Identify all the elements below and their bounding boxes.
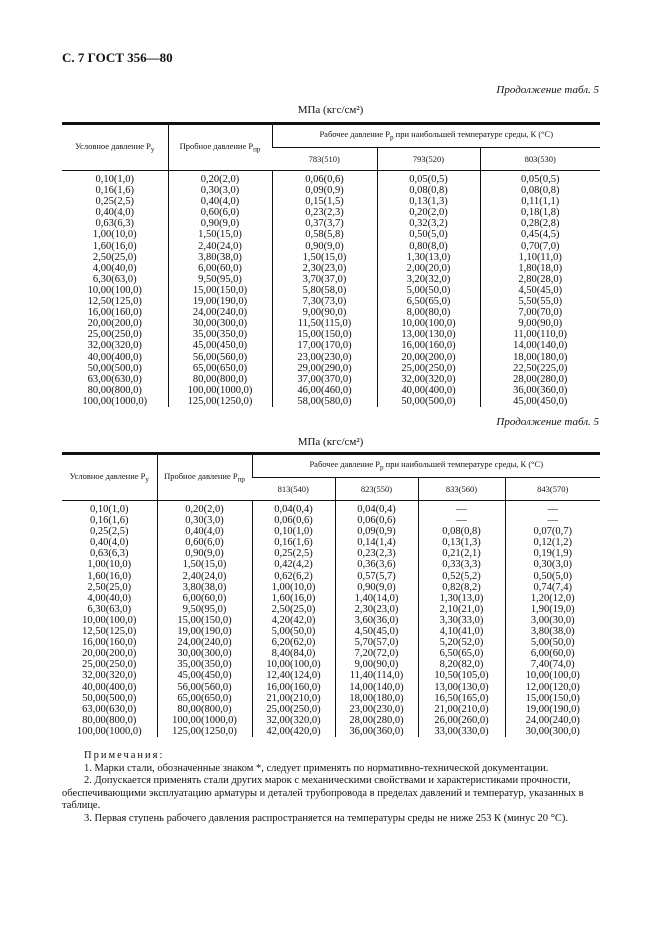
table-row: [62, 582, 600, 593]
table-row: [62, 715, 600, 726]
table-cell: 100,00(1000,0): [82, 395, 148, 407]
table-row: [62, 526, 600, 537]
table-cell: 100,00(1000,0): [168, 385, 272, 396]
table-cell: 50,00(500,0): [377, 396, 480, 407]
table-cell: 0,90(9,0): [168, 218, 272, 229]
table-cell: 56,00(560,0): [168, 352, 272, 363]
table-cell: 2,30(23,0): [335, 604, 418, 615]
table-cell: 1,90(19,0): [505, 604, 600, 615]
table-cell: 0,05(0,5): [377, 171, 480, 186]
table-cell: 0,09(0,9): [272, 185, 377, 196]
table-cell: 45,00(450,0): [168, 340, 272, 351]
table-row: [62, 537, 600, 548]
table-row: [62, 196, 600, 207]
table-cell: 9,00(90,0): [480, 318, 600, 329]
table-cell: 45,00(450,0): [157, 670, 252, 681]
table-row: [62, 274, 600, 285]
table-cell: 0,60(6,0): [157, 537, 252, 548]
table-cell: 2,40(24,0): [157, 571, 252, 582]
table-cell: 1,50(15,0): [272, 252, 377, 263]
table-cell: 0,04(0,4): [252, 501, 335, 516]
table-cell: 0,63(6,3): [90, 548, 129, 560]
table-cell: 1,00(10,0): [92, 229, 137, 241]
header-temp: 783(510): [272, 148, 377, 171]
table-cell: 28,00(280,0): [335, 715, 418, 726]
table-cell: 56,00(560,0): [157, 682, 252, 693]
header-test-pressure: Пробное давление $P_{пр}$: [157, 454, 252, 501]
table-cell: 0,60(6,0): [168, 207, 272, 218]
table-cell: 80,00(800,0): [87, 384, 142, 396]
table-cell: 0,40(4,0): [168, 196, 272, 207]
table-cell: 50,00(500,0): [82, 692, 137, 704]
table-cell: 6,00(60,0): [505, 648, 600, 659]
table-cell: 40,00(400,0): [377, 385, 480, 396]
table-cell: 0,06(0,6): [272, 171, 377, 186]
table-cell: 22,50(225,0): [480, 363, 600, 374]
table-cell: 5,80(58,0): [272, 285, 377, 296]
table-cell: 20,00(200,0): [82, 648, 137, 660]
note-item: 2. Допускается применять стали других марок с механическими свойствами и характеристиками прочности, обеспечивающими эксплуатацию арматуры и деталей трубопровода в пределах давлений и температур, указанных в таблице.: [62, 775, 584, 812]
table-cell: 0,15(1,5): [272, 196, 377, 207]
table-cell: 14,00(140,0): [335, 682, 418, 693]
table-cell: 80,00(800,0): [157, 704, 252, 715]
table-row: [62, 241, 600, 252]
table-cell: 12,50(125,0): [87, 296, 142, 308]
table-cell: 0,14(1,4): [335, 537, 418, 548]
table-cell: 80,00(800,0): [82, 714, 137, 726]
header-temp: 843(570): [505, 478, 600, 501]
table-cell: 80,00(800,0): [168, 374, 272, 385]
table-cell: 32,00(320,0): [87, 340, 142, 352]
table-row: [62, 185, 600, 196]
table-cell: 9,00(90,0): [335, 659, 418, 670]
table-cell: 0,90(9,0): [272, 241, 377, 252]
table-cell: 0,08(0,8): [480, 185, 600, 196]
table-cell: 36,00(360,0): [480, 385, 600, 396]
note-item: 1. Марки стали, обозначенные знаком *, следует применять по нормативно-технической документации.: [84, 762, 549, 774]
table-cell: 2,00(20,0): [377, 263, 480, 274]
table-cell: 3,80(38,0): [168, 252, 272, 263]
table-cell: 100,00(1000,0): [76, 725, 142, 737]
table-cell: 12,50(125,0): [82, 626, 137, 638]
table-cell: 26,00(260,0): [418, 715, 505, 726]
table-cell: 10,00(100,0): [87, 284, 142, 296]
table-cell: 0,50(5,0): [505, 571, 600, 582]
table-row: [62, 615, 600, 626]
table-cell: 0,37(3,7): [272, 218, 377, 229]
header-temp: 823(550): [335, 478, 418, 501]
table-cell: 16,00(160,0): [82, 637, 137, 649]
table-cell: 3,80(38,0): [505, 626, 600, 637]
table-cell: 6,30(63,0): [92, 273, 137, 285]
table-cell: 6,50(65,0): [418, 648, 505, 659]
table-cell: 0,32(3,2): [377, 218, 480, 229]
table-cell: 5,00(50,0): [505, 637, 600, 648]
header-temp: 803(530): [480, 148, 600, 171]
table-cell: 0,25(2,5): [95, 196, 134, 208]
table-continuation-label: Продолжение табл. 5: [496, 416, 599, 428]
table-cell: 0,12(1,2): [505, 537, 600, 548]
table-cell: 7,20(72,0): [335, 648, 418, 659]
table-cell: 10,00(100,0): [505, 670, 600, 681]
table-cell: 15,00(150,0): [168, 285, 272, 296]
table-cell: 1,40(14,0): [335, 593, 418, 604]
table-row: [62, 352, 600, 363]
table-row: [62, 396, 600, 407]
table-cell: 20,00(200,0): [87, 318, 142, 330]
header-conditional-pressure: Условное давление $P_у$: [62, 454, 157, 501]
table-cell: 0,19(1,9): [505, 548, 600, 559]
table-cell: 28,00(280,0): [480, 374, 600, 385]
table-cell: 42,00(420,0): [252, 726, 335, 737]
table-cell: 4,00(40,0): [87, 592, 132, 604]
table-cell: —: [418, 501, 505, 516]
table-cell: 1,60(16,0): [87, 570, 132, 582]
table-row: [62, 171, 600, 186]
table-cell: 2,50(25,0): [252, 604, 335, 615]
header-working-pressure: Рабочее давление $P_р$ при наибольшей температуре среды, К (°С): [272, 124, 600, 148]
table-cell: 16,00(160,0): [252, 682, 335, 693]
table-row: [62, 604, 600, 615]
table-cell: 1,50(15,0): [157, 559, 252, 570]
table-cell: 1,30(13,0): [418, 593, 505, 604]
table-cell: 23,00(230,0): [272, 352, 377, 363]
table-cell: 11,00(110,0): [480, 329, 600, 340]
table-cell: 0,82(8,2): [418, 582, 505, 593]
table-cell: 40,00(400,0): [82, 681, 137, 693]
table-row: [62, 374, 600, 385]
table-cell: 24,00(240,0): [157, 637, 252, 648]
table-row: [62, 726, 600, 737]
table-cell: 8,00(80,0): [377, 307, 480, 318]
table-cell: 3,20(32,0): [377, 274, 480, 285]
table-cell: 0,80(8,0): [377, 241, 480, 252]
header-conditional-pressure: Условное давление $P_у$: [62, 124, 168, 171]
table-cell: —: [418, 515, 505, 526]
table-cell: 32,00(320,0): [377, 374, 480, 385]
table-cell: 5,50(55,0): [480, 296, 600, 307]
table-cell: 4,50(45,0): [480, 285, 600, 296]
table-cell: 0,16(1,6): [252, 537, 335, 548]
table-cell: 15,00(150,0): [272, 329, 377, 340]
table-cell: 25,00(250,0): [82, 659, 137, 671]
table-cell: 36,00(360,0): [335, 726, 418, 737]
table-cell: 0,40(4,0): [90, 537, 129, 549]
table-cell: 19,00(190,0): [157, 626, 252, 637]
table-cell: 9,00(90,0): [272, 307, 377, 318]
table-cell: 35,00(350,0): [157, 659, 252, 670]
table-cell: 15,00(150,0): [157, 615, 252, 626]
table-cell: 7,40(74,0): [505, 659, 600, 670]
table-cell: 11,50(115,0): [272, 318, 377, 329]
header-temp: 793(520): [377, 148, 480, 171]
table-row: [62, 385, 600, 396]
table-row: [62, 329, 600, 340]
table-cell: 65,00(650,0): [157, 693, 252, 704]
table-cell: 0,74(7,4): [505, 582, 600, 593]
table-cell: 9,50(95,0): [157, 604, 252, 615]
table-cell: 0,20(2,0): [157, 501, 252, 516]
table-cell: 0,04(0,4): [335, 501, 418, 516]
table-cell: 24,00(240,0): [505, 715, 600, 726]
pressure-table-1: [62, 122, 600, 407]
table-cell: 0,21(2,1): [418, 548, 505, 559]
table-cell: 0,90(9,0): [335, 582, 418, 593]
table-cell: 63,00(630,0): [87, 373, 142, 385]
table-cell: 6,50(65,0): [377, 296, 480, 307]
table-cell: 3,70(37,0): [272, 274, 377, 285]
table-cell: 0,08(0,8): [377, 185, 480, 196]
table-cell: 19,00(190,0): [168, 296, 272, 307]
table-cell: 12,00(120,0): [505, 682, 600, 693]
table-cell: 9,50(95,0): [168, 274, 272, 285]
table-row: [62, 693, 600, 704]
table-cell: 0,06(0,6): [335, 515, 418, 526]
table-cell: 21,00(210,0): [418, 704, 505, 715]
table-row: [62, 307, 600, 318]
table-cell: 13,00(130,0): [377, 329, 480, 340]
table-cell: 0,52(5,2): [418, 571, 505, 582]
table-cell: 0,23(2,3): [335, 548, 418, 559]
table-cell: 35,00(350,0): [168, 329, 272, 340]
table-cell: 16,00(160,0): [377, 340, 480, 351]
table-row: [62, 571, 600, 582]
table-row: [62, 659, 600, 670]
table-cell: 2,40(24,0): [168, 241, 272, 252]
table-cell: 0,11(1,1): [480, 196, 600, 207]
table-cell: 16,00(160,0): [87, 307, 142, 319]
table-cell: 12,40(124,0): [252, 670, 335, 681]
table-cell: 0,36(3,6): [335, 559, 418, 570]
table-cell: 14,00(140,0): [480, 340, 600, 351]
table-row: [62, 340, 600, 351]
table-cell: 0,57(5,7): [335, 571, 418, 582]
table-cell: 19,00(190,0): [505, 704, 600, 715]
table-cell: 6,00(60,0): [157, 593, 252, 604]
table-cell: 0,08(0,8): [418, 526, 505, 537]
table-cell: 24,00(240,0): [168, 307, 272, 318]
table-cell: 0,20(2,0): [377, 207, 480, 218]
table-cell: 30,00(300,0): [505, 726, 600, 737]
header-working-pressure: Рабочее давление $P_р$ при наибольшей температуре среды, К (°С): [252, 454, 600, 478]
table-cell: 2,10(21,0): [418, 604, 505, 615]
table-cell: 10,00(100,0): [252, 659, 335, 670]
table-cell: 1,00(10,0): [252, 582, 335, 593]
table-cell: 32,00(320,0): [82, 670, 137, 682]
table-cell: 0,05(0,5): [480, 171, 600, 186]
table-cell: 21,00(210,0): [252, 693, 335, 704]
table-row: [62, 296, 600, 307]
notes-title: Примечания:: [84, 750, 165, 761]
table-row: [62, 318, 600, 329]
page-header: С. 7 ГОСТ 356—80: [62, 50, 173, 65]
table-row: [62, 682, 600, 693]
table-row: [62, 207, 600, 218]
table-cell: 0,23(2,3): [272, 207, 377, 218]
table-continuation-label: Продолжение табл. 5: [496, 84, 599, 96]
table-cell: 1,60(16,0): [252, 593, 335, 604]
table-cell: 1,00(10,0): [87, 559, 132, 571]
table-row: [62, 593, 600, 604]
table-cell: 45,00(450,0): [480, 396, 600, 407]
note-item: 3. Первая ступень рабочего давления распространяется на температуры среды не ниже 253 К (минус 20 °С).: [84, 812, 568, 824]
table-cell: 0,70(7,0): [480, 241, 600, 252]
table-cell: 5,00(50,0): [377, 285, 480, 296]
table-cell: 6,00(60,0): [168, 263, 272, 274]
table-cell: 37,00(370,0): [272, 374, 377, 385]
table-cell: 4,50(45,0): [335, 626, 418, 637]
table-cell: 3,00(30,0): [505, 615, 600, 626]
table-cell: 10,00(100,0): [82, 614, 137, 626]
table-cell: 63,00(630,0): [82, 703, 137, 715]
table-cell: 32,00(320,0): [252, 715, 335, 726]
table-cell: 40,00(400,0): [87, 351, 142, 363]
table-cell: 5,20(52,0): [418, 637, 505, 648]
table-cell: 4,20(42,0): [252, 615, 335, 626]
table-row: [62, 252, 600, 263]
table-cell: 0,30(3,0): [168, 185, 272, 196]
table-row: [62, 263, 600, 274]
table-row: [62, 637, 600, 648]
table-cell: 0,25(2,5): [252, 548, 335, 559]
table-cell: 0,13(1,3): [377, 196, 480, 207]
table-cell: 6,30(63,0): [87, 603, 132, 615]
table-cell: 1,50(15,0): [168, 229, 272, 240]
table-cell: 3,60(36,0): [335, 615, 418, 626]
table-cell: 0,63(6,3): [95, 218, 134, 230]
table-cell: 0,58(5,8): [272, 229, 377, 240]
table-cell: 15,00(150,0): [505, 693, 600, 704]
table-cell: 17,00(170,0): [272, 340, 377, 351]
table-cell: 0,20(2,0): [168, 171, 272, 186]
table-cell: 0,45(4,5): [480, 229, 600, 240]
table-cell: 2,50(25,0): [92, 251, 137, 263]
table-cell: 4,00(40,0): [92, 262, 137, 274]
table-cell: 50,00(500,0): [87, 362, 142, 374]
table-cell: 2,30(23,0): [272, 263, 377, 274]
table-cell: 25,00(250,0): [252, 704, 335, 715]
pressure-table-2: [62, 452, 600, 737]
table-cell: 3,80(38,0): [157, 582, 252, 593]
table-cell: 0,62(6,2): [252, 571, 335, 582]
header-test-pressure: Пробное давление $P_{пр}$: [168, 124, 272, 171]
table-cell: 20,00(200,0): [377, 352, 480, 363]
table-row: [62, 704, 600, 715]
table-cell: 30,00(300,0): [168, 318, 272, 329]
table-cell: 10,50(105,0): [418, 670, 505, 681]
table-cell: 0,18(1,8): [480, 207, 600, 218]
table-cell: 8,40(84,0): [252, 648, 335, 659]
table-row: [62, 548, 600, 559]
table-row: [62, 501, 600, 516]
table-cell: 29,00(290,0): [272, 363, 377, 374]
table-cell: 0,10(1,0): [95, 174, 134, 185]
table-cell: 0,30(3,0): [157, 515, 252, 526]
table-cell: 7,30(73,0): [272, 296, 377, 307]
table-cell: 65,00(650,0): [168, 363, 272, 374]
notes-section: [62, 750, 600, 826]
table-row: [62, 363, 600, 374]
table-cell: 25,00(250,0): [377, 363, 480, 374]
table-row: [62, 285, 600, 296]
table-row: [62, 559, 600, 570]
header-temp: 813(540): [252, 478, 335, 501]
table-cell: 46,00(460,0): [272, 385, 377, 396]
table-cell: 11,40(114,0): [335, 670, 418, 681]
table-cell: —: [505, 501, 600, 516]
table-cell: 100,00(1000,0): [157, 715, 252, 726]
table-cell: 125,00(1250,0): [157, 726, 252, 737]
table-cell: 0,90(9,0): [157, 548, 252, 559]
table-cell: 30,00(300,0): [157, 648, 252, 659]
table-cell: 1,60(16,0): [92, 240, 137, 252]
table-cell: 18,00(180,0): [480, 352, 600, 363]
table-cell: 0,40(4,0): [95, 207, 134, 219]
table-cell: 0,13(1,3): [418, 537, 505, 548]
table-cell: 0,16(1,6): [95, 185, 134, 197]
header-temp: 833(560): [418, 478, 505, 501]
table-row: [62, 648, 600, 659]
table-row: [62, 670, 600, 681]
table-cell: 1,20(12,0): [505, 593, 600, 604]
table-cell: 7,00(70,0): [480, 307, 600, 318]
table-cell: 23,00(230,0): [335, 704, 418, 715]
table-cell: 0,25(2,5): [90, 526, 129, 538]
table-cell: 0,07(0,7): [505, 526, 600, 537]
table-cell: 5,00(50,0): [252, 626, 335, 637]
table-cell: 6,20(62,0): [252, 637, 335, 648]
table-cell: 2,50(25,0): [87, 581, 132, 593]
table-cell: 10,00(100,0): [377, 318, 480, 329]
table-cell: 0,10(1,0): [252, 526, 335, 537]
table-cell: 1,30(13,0): [377, 252, 480, 263]
table-cell: 8,20(82,0): [418, 659, 505, 670]
table-cell: 125,00(1250,0): [168, 396, 272, 407]
table-cell: 58,00(580,0): [272, 396, 377, 407]
unit-label: МПа (кгс/см²): [297, 104, 364, 116]
table-cell: 2,80(28,0): [480, 274, 600, 285]
table-row: [62, 229, 600, 240]
table-cell: 33,00(330,0): [418, 726, 505, 737]
table-cell: 18,00(180,0): [335, 693, 418, 704]
table-cell: 1,80(18,0): [480, 263, 600, 274]
table-cell: 0,06(0,6): [252, 515, 335, 526]
unit-label: МПа (кгс/см²): [297, 436, 364, 448]
table-cell: —: [505, 515, 600, 526]
table-cell: 0,50(5,0): [377, 229, 480, 240]
table-cell: 0,33(3,3): [418, 559, 505, 570]
table-row: [62, 515, 600, 526]
table-cell: 0,10(1,0): [90, 504, 129, 515]
table-cell: 0,30(3,0): [505, 559, 600, 570]
table-cell: 0,28(2,8): [480, 218, 600, 229]
table-row: [62, 218, 600, 229]
table-cell: 16,50(165,0): [418, 693, 505, 704]
table-cell: 0,16(1,6): [90, 515, 129, 527]
table-cell: 0,42(4,2): [252, 559, 335, 570]
table-cell: 13,00(130,0): [418, 682, 505, 693]
table-cell: 0,40(4,0): [157, 526, 252, 537]
table-row: [62, 626, 600, 637]
table-cell: 1,10(11,0): [480, 252, 600, 263]
table-cell: 4,10(41,0): [418, 626, 505, 637]
table-cell: 0,09(0,9): [335, 526, 418, 537]
table-cell: 25,00(250,0): [87, 329, 142, 341]
table-cell: 3,30(33,0): [418, 615, 505, 626]
table-cell: 5,70(57,0): [335, 637, 418, 648]
